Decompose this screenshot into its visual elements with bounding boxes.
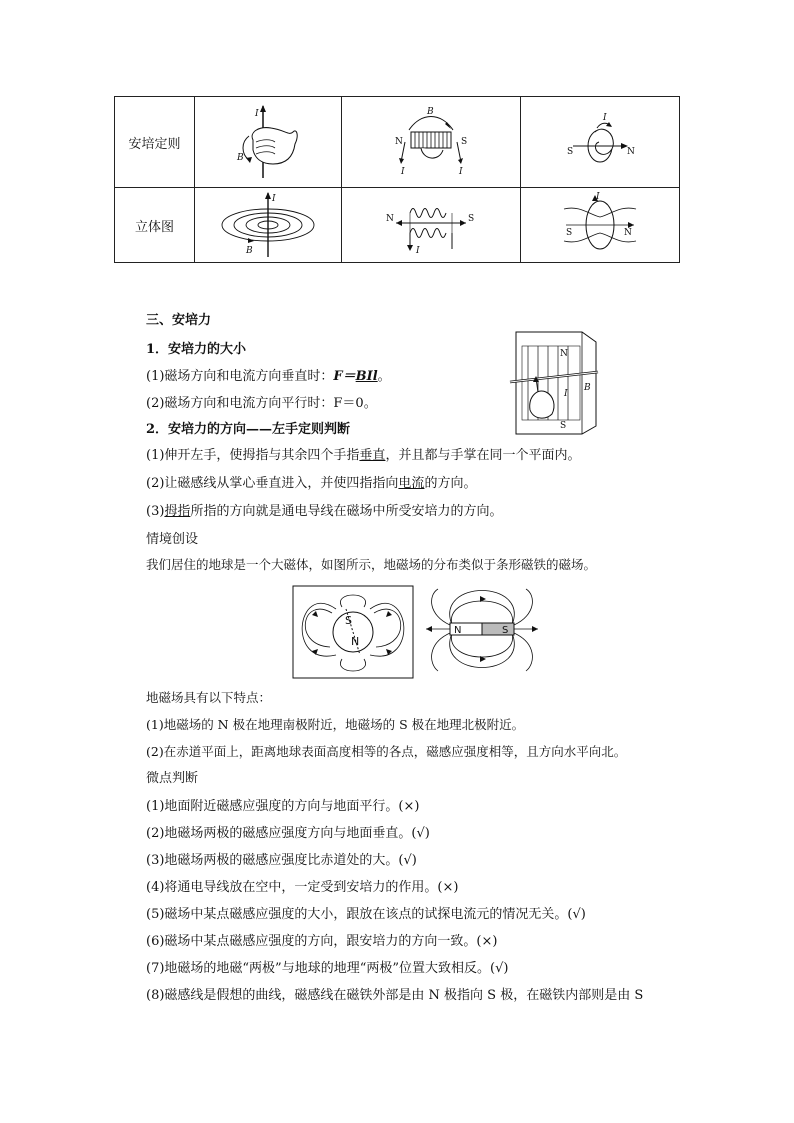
left-hand-rule-figure [508,326,604,438]
straight-wire-hand-figure [195,97,342,188]
judgement-item: (2)地磁场两极的磁感应强度方向与地面垂直。(√) [146,826,430,841]
judgement-item: (8)磁感线是假想的曲线，磁感线在磁铁外部是由 N 极指向 S 极，在磁铁内部则是由 S [146,988,644,1003]
svg-text:N: N [560,349,568,359]
judgement-item: (3)地磁场两极的磁感应强度比赤道处的大。(√) [146,853,417,868]
table-row [115,188,680,263]
svg-text:N: N [386,214,394,224]
subheading-direction: 2．安培力的方向——左手定则判断 [146,422,351,437]
subheading-magnitude: 1．安培力的大小 [146,342,247,357]
judgement-item: (4)将通电导线放在空中，一定受到安培力的作用。(×) [146,880,459,895]
svg-text:I: I [596,192,600,202]
solenoid-hand-figure [342,97,521,188]
label-B: B [237,153,244,163]
svg-text:I: I [564,389,568,399]
svg-text:B: B [584,383,591,393]
svg-text:I: I [416,246,420,256]
answer-blank: BIl [355,369,378,384]
loop-hand-figure [521,97,680,188]
svg-text:B: B [427,107,434,117]
svg-text:N: N [627,147,635,157]
rule-item-2: (2)让磁感线从掌心垂直进入，并使四指指向电流的方向。 [146,476,477,491]
bar-magnet-field-figure [424,585,540,679]
svg-text:S: S [567,147,574,157]
svg-text:I: I [603,113,607,123]
svg-text:S: S [566,228,573,238]
svg-text:S: S [502,625,509,636]
scenario-title: 情境创设 [146,532,199,547]
table-row [115,97,680,188]
svg-text:I: I [459,167,463,177]
row-label-ampere-rule: 安培定则 [115,97,195,188]
features-title: 地磁场具有以下特点： [146,690,272,705]
svg-text:I: I [401,167,405,177]
feature-1: (1)地磁场的 N 极在地理南极附近，地磁场的 S 极在地理北极附近。 [146,717,525,732]
label-I: I [255,109,259,119]
row-label-3d-view: 立体图 [115,188,195,263]
svg-text:S: S [345,614,352,627]
svg-text:N: N [351,635,360,648]
judgement-item: (1)地面附近磁感应强度的方向与地面平行。(×) [146,799,420,814]
scenario-intro: 我们居住的地球是一个大磁体，如图所示，地磁场的分布类似于条形磁铁的磁场。 [146,557,597,572]
magnitude-item-1: (1)磁场方向和电流方向垂直时：F＝BIl。 [146,369,391,384]
svg-text:S: S [560,421,567,431]
svg-text:S: S [468,214,475,224]
svg-text:N: N [395,137,403,147]
rule-item-3: (3)拇指所指的方向就是通电导线在磁场中所受安培力的方向。 [146,504,503,519]
svg-text:S: S [461,137,468,147]
ampere-rule-table [114,96,680,263]
magnitude-item-2: (2)磁场方向和电流方向平行时：F＝0。 [146,396,377,411]
svg-text:B: B [246,246,253,256]
svg-text:I: I [272,194,276,204]
earth-magnetic-field-figure [292,585,414,679]
straight-wire-field-figure [195,188,342,263]
solenoid-field-figure [342,188,521,263]
judgement-item: (6)磁场中某点磁感应强度的方向，跟安培力的方向一致。(×) [146,934,498,949]
feature-2: (2)在赤道平面上，距离地球表面高度相等的各点，磁感应强度相等，且方向水平向北。 [146,744,627,759]
rule-item-1: (1)伸开左手，使拇指与其余四个手指垂直，并且都与手掌在同一个平面内。 [146,448,581,463]
loop-field-figure [521,188,680,263]
judgement-title: 微点判断 [146,771,199,786]
section-heading: 三、安培力 [146,313,212,328]
judgement-item: (7)地磁场的地磁“两极”与地球的地理“两极”位置大致相反。(√) [146,961,509,976]
judgement-item: (5)磁场中某点磁感应强度的大小，跟放在该点的试探电流元的情况无关。(√) [146,907,586,922]
svg-text:N: N [624,228,632,238]
svg-text:N: N [454,625,462,636]
